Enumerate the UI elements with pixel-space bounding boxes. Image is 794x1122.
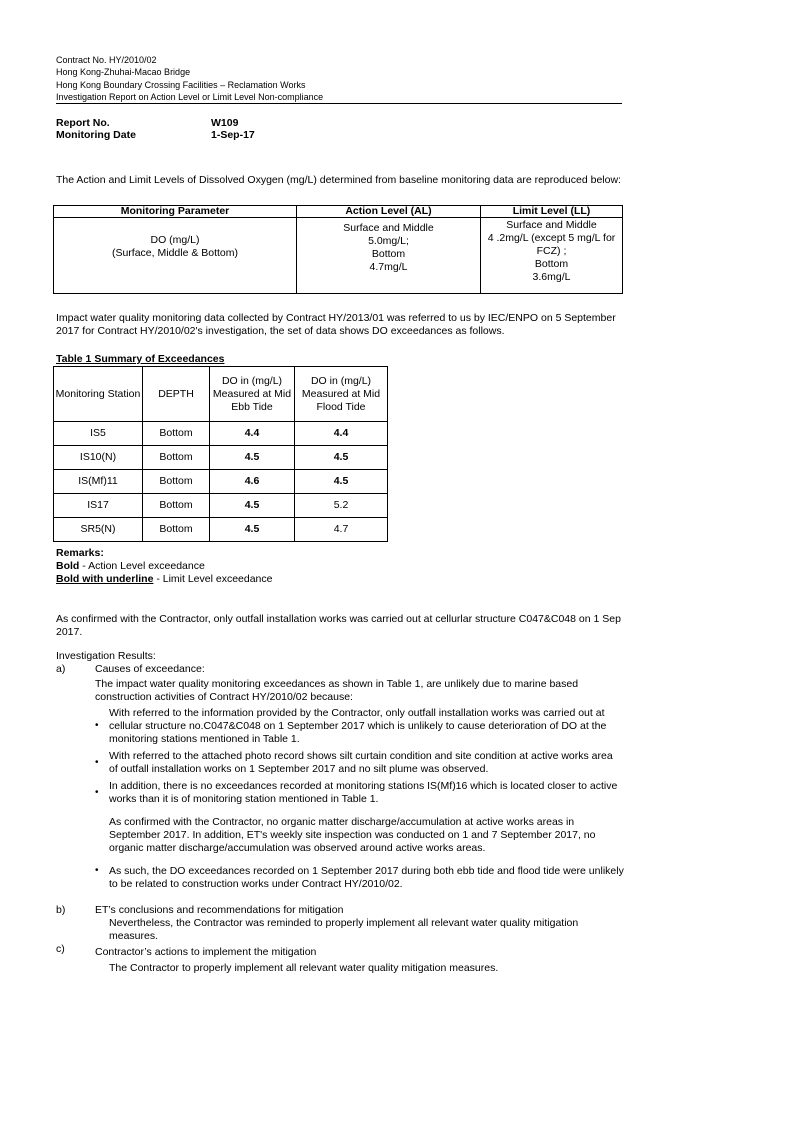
bullet-item (109, 780, 617, 806)
bullet-icon: • (95, 787, 99, 798)
station-cell: IS(Mf)11 (54, 470, 143, 494)
station-cell: IS10(N) (54, 446, 143, 470)
depth-cell: Bottom (143, 494, 210, 518)
section-b-label: b) (56, 904, 66, 916)
ll-header: Limit Level (LL) (481, 206, 623, 218)
bullet-item (109, 750, 613, 776)
section-a-intro (95, 678, 578, 704)
flood-header-line: DO in (mg/L) (310, 374, 372, 387)
section-c-label: c) (56, 943, 65, 955)
report-no-value: W109 (211, 117, 239, 129)
flood-cell: 4.5 (295, 446, 388, 470)
impact-line: Impact water quality monitoring data collected by Contract HY/2013/01 was referred to us by IEC/ENPO on 5 September (56, 312, 616, 324)
table-row (54, 470, 388, 494)
header-divider (56, 103, 622, 104)
al-line: Surface and Middle (343, 222, 434, 234)
action-limit-table (53, 205, 623, 294)
remarks-title: Remarks: (56, 547, 104, 559)
bullet-item (109, 707, 606, 746)
monitoring-date-value: 1-Sep-17 (211, 129, 255, 141)
bullet-line: works than it is of monitoring station mentioned in Table 1. (109, 793, 379, 805)
table-row (54, 422, 388, 446)
ebb-cell: 4.5 (210, 518, 295, 542)
b-text-line: Nevertheless, the Contractor was reminded to properly implement all relevant water quality mitigation (109, 917, 579, 929)
bullet-line: cellular structure no.C047&C048 on 1 September 2017 which is unlikely to cause deterioration of DO at the (109, 720, 607, 732)
depth-cell: Bottom (143, 422, 210, 446)
monitoring-date-label: Monitoring Date (56, 129, 136, 141)
ebb-header-line: Measured at Mid (212, 387, 292, 400)
bullet-item (109, 865, 624, 891)
intro-paragraph: The Action and Limit Levels of Dissolved Oxygen (mg/L) determined from baseline monitoring data are reproduced below: (56, 174, 621, 186)
section-a-label: a) (56, 663, 66, 675)
section-a-title: Causes of exceedance: (95, 663, 205, 675)
remarks-bold (56, 560, 205, 572)
bullet-line: September 2017. In addition, ET's weekly site inspection was conducted on 1 and 7 September 2017, no (109, 829, 596, 841)
project-name: Hong Kong-Zhuhai-Macao Bridge (56, 67, 191, 78)
depth-header: DEPTH (143, 367, 210, 422)
al-line: 4.7mg/L (369, 261, 408, 273)
bullet-line: to be related to construction works under Contract HY/2010/02. (109, 878, 403, 890)
table-row (54, 518, 388, 542)
depth-cell: Bottom (143, 446, 210, 470)
report-no-label: Report No. (56, 117, 110, 129)
al-line: Bottom (371, 248, 406, 260)
al-cell (297, 218, 481, 294)
flood-header (295, 367, 388, 422)
a-intro-line: construction activities of Contract HY/2010/02 because: (95, 691, 353, 703)
b-text-line: measures. (109, 930, 159, 942)
bullet-line: In addition, there is no exceedances recorded at monitoring stations IS(Mf)16 which is located closer to active (109, 780, 618, 792)
ll-line: 3.6mg/L (532, 271, 571, 283)
table-row (54, 494, 388, 518)
ebb-header-line: DO in (mg/L) (221, 374, 283, 387)
ebb-cell: 4.4 (210, 422, 295, 446)
exceedance-table (53, 366, 388, 542)
flood-cell: 4.5 (295, 470, 388, 494)
ebb-header-line: Ebb Tide (231, 400, 273, 413)
bold-label: Bold (56, 560, 80, 572)
ebb-cell: 4.5 (210, 494, 295, 518)
al-line: 5.0mg/L; (368, 235, 409, 247)
ll-line: Surface and Middle (506, 219, 597, 231)
station-cell: IS5 (54, 422, 143, 446)
confirm-line: As confirmed with the Contractor, only outfall installation works was carried out at cellurlar structure C047&C048 on 1 Sep (56, 613, 621, 625)
station-cell: SR5(N) (54, 518, 143, 542)
table-row (54, 446, 388, 470)
section-c-title: Contractor’s actions to implement the mitigation (95, 946, 317, 958)
works-name: Hong Kong Boundary Crossing Facilities – Reclamation Works (56, 79, 306, 90)
bullet-line: monitoring stations mentioned in Table 1. (109, 733, 300, 745)
flood-cell: 5.2 (295, 494, 388, 518)
flood-header-line: Measured at Mid (301, 387, 381, 400)
station-header: Monitoring Station (54, 367, 143, 422)
bullet-line: of outfall installation works on 1 September 2017 and no silt plume was observed. (109, 763, 489, 775)
bullet-icon: • (95, 720, 99, 731)
remarks-underline (56, 573, 273, 585)
document-header (56, 54, 323, 103)
param-header: Monitoring Parameter (54, 206, 297, 218)
flood-header-line: Flood Tide (316, 400, 366, 413)
report-type: Investigation Report on Action Level or Limit Level Non-compliance (56, 91, 324, 102)
impact-paragraph (56, 312, 616, 338)
bullet-line: With referred to the attached photo record shows silt curtain condition and site condition at active works area (109, 750, 613, 762)
ebb-cell: 4.5 (210, 446, 295, 470)
section-b-text (109, 917, 578, 943)
flood-cell: 4.7 (295, 518, 388, 542)
underline-text: - Limit Level exceedance (153, 573, 273, 585)
underline-label: Bold with underline (56, 573, 154, 585)
depth-cell: Bottom (143, 470, 210, 494)
contract-number: Contract No. HY/2010/02 (56, 55, 157, 65)
ll-line: Bottom (534, 258, 569, 270)
ll-cell (481, 218, 623, 294)
bullet-line: organic matter discharge/accumulation was observed around active works areas. (109, 842, 486, 854)
bullet-line: As confirmed with the Contractor, no organic matter discharge/accumulation at active works areas in (109, 816, 575, 828)
depth-cell: Bottom (143, 518, 210, 542)
section-b-title: ET’s conclusions and recommendations for mitigation (95, 904, 344, 916)
impact-line: 2017 for Contract HY/2010/02's investigation, the set of data shows DO exceedances as follows. (56, 325, 505, 337)
ll-line: FCZ) ; (536, 245, 567, 257)
section-c-text: The Contractor to properly implement all relevant water quality mitigation measures. (109, 962, 499, 974)
bullet-icon: • (95, 865, 99, 876)
flood-cell: 4.4 (295, 422, 388, 446)
station-cell: IS17 (54, 494, 143, 518)
bullet-item (109, 816, 595, 855)
a-intro-line: The impact water quality monitoring exceedances as shown in Table 1, are unlikely due to marine based (95, 678, 579, 690)
bullet-line: With referred to the information provided by the Contractor, only outfall installation works was carried out at (109, 707, 605, 719)
ebb-cell: 4.6 (210, 470, 295, 494)
ebb-header (210, 367, 295, 422)
bullet-icon: • (95, 757, 99, 768)
confirmation-paragraph (56, 613, 621, 639)
param-line: DO (mg/L) (150, 234, 200, 246)
investigation-title: Investigation Results: (56, 650, 156, 662)
param-cell (54, 218, 297, 294)
param-line: (Surface, Middle & Bottom) (111, 247, 239, 259)
al-header: Action Level (AL) (297, 206, 481, 218)
table1-title: Table 1 Summary of Exceedances (56, 353, 225, 365)
bullet-line: As such, the DO exceedances recorded on 1 September 2017 during both ebb tide and flood tide were unlikely (109, 865, 624, 877)
confirm-line: 2017. (56, 626, 83, 638)
bold-text: - Action Level exceedance (79, 560, 205, 572)
ll-line: 4 .2mg/L (except 5 mg/L for (487, 232, 616, 244)
